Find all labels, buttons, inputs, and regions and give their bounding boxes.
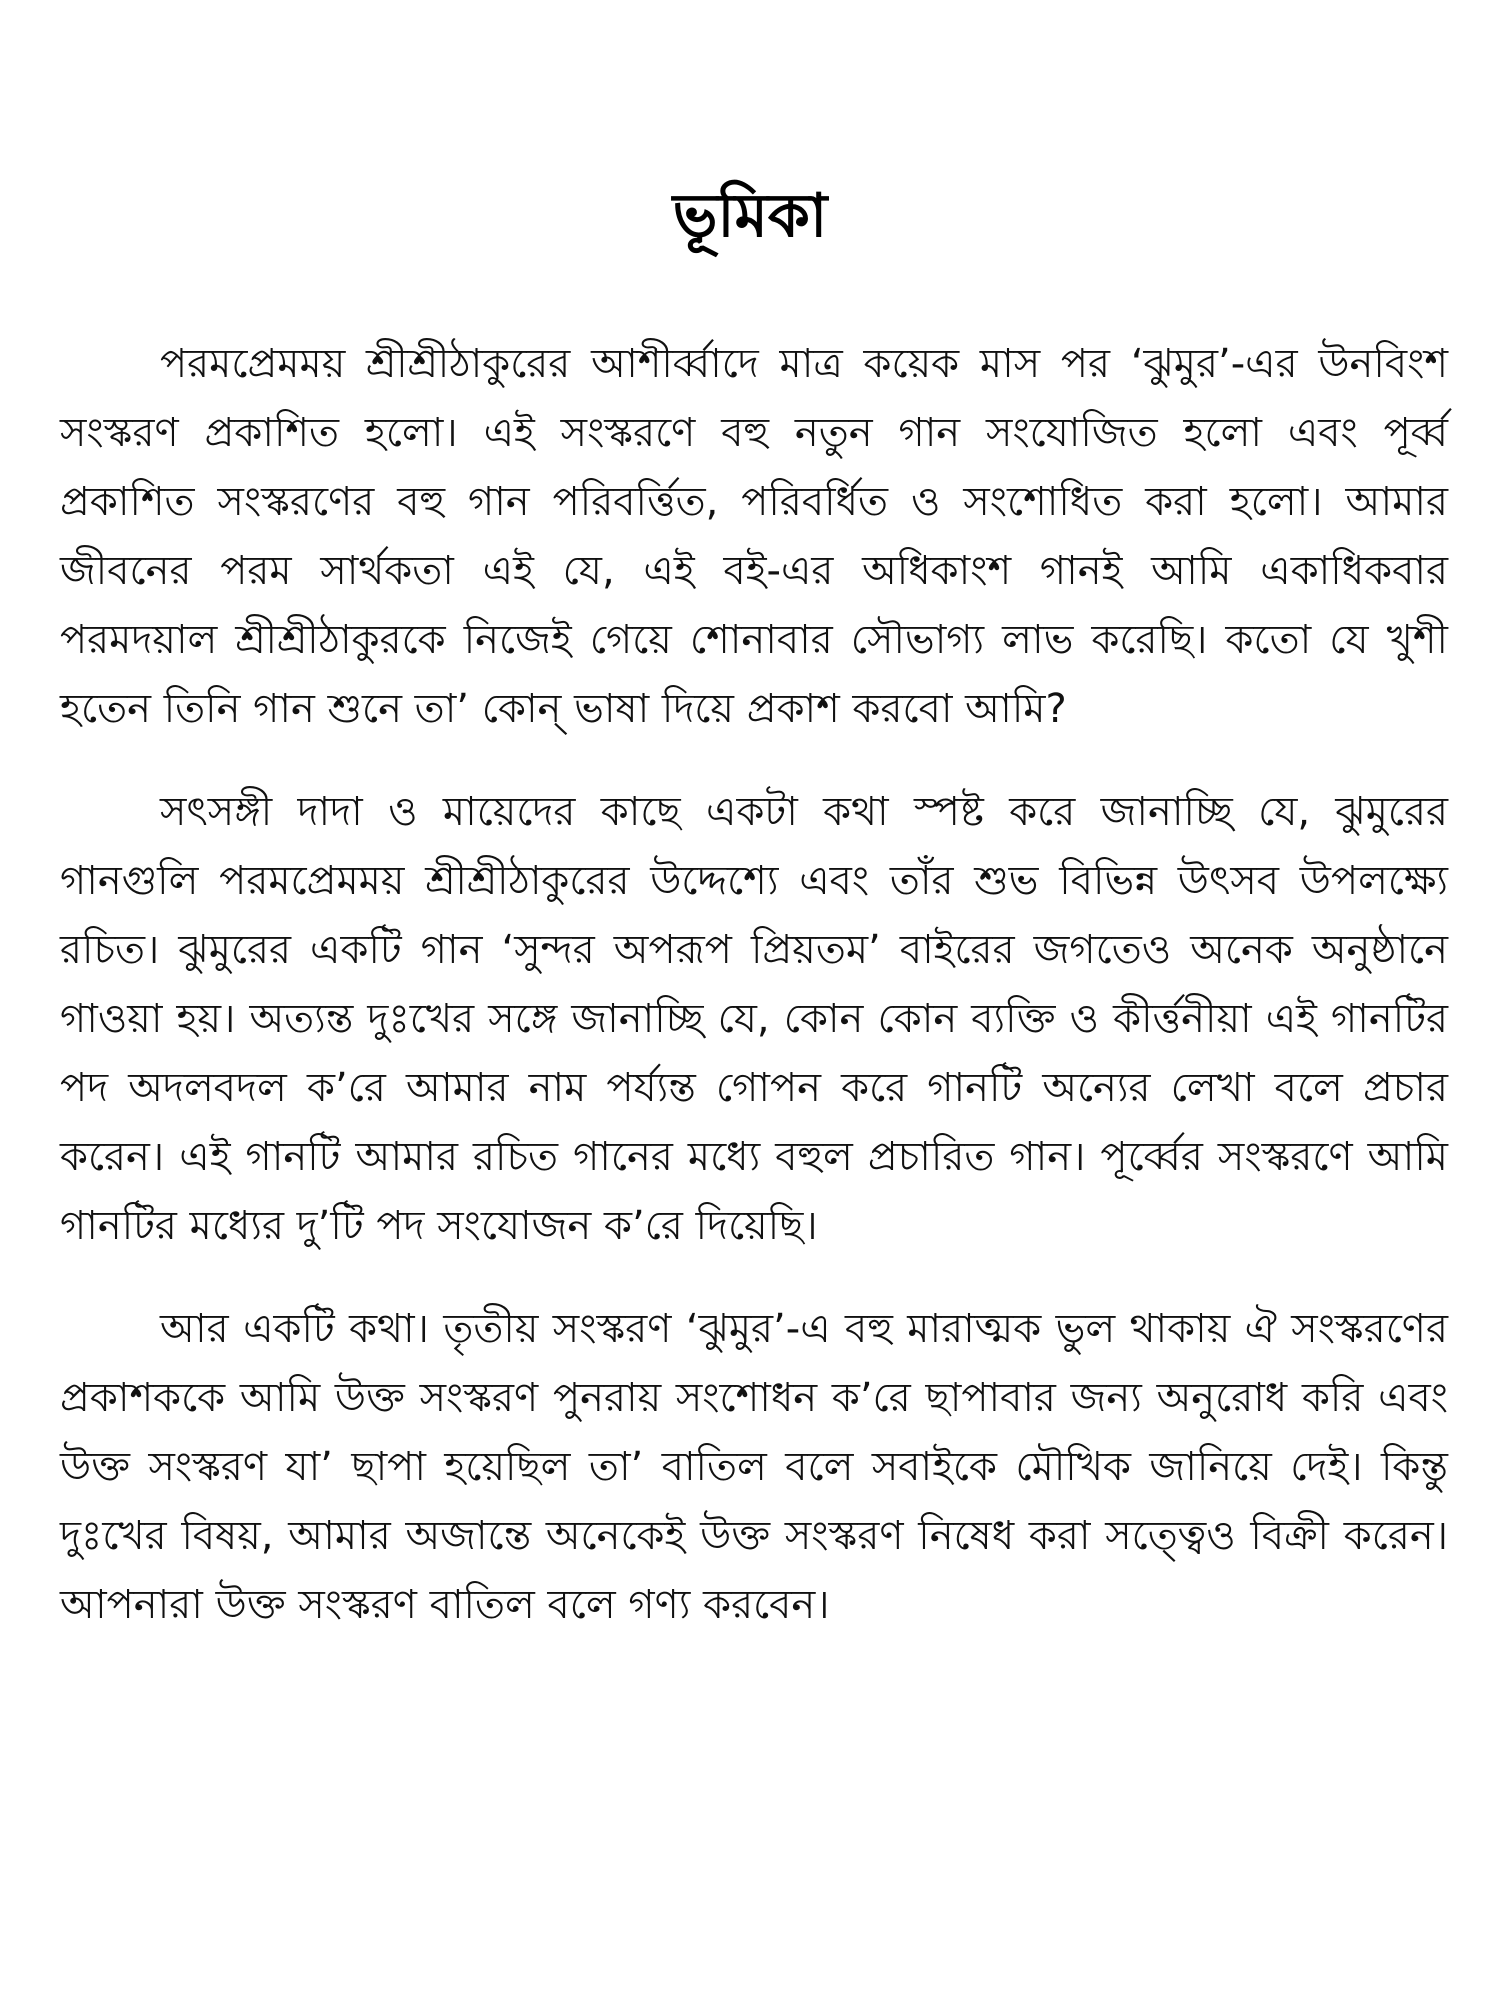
document-body	[60, 330, 1448, 1674]
paragraph-2: সৎসঙ্গী দাদা ও মায়েদের কাছে একটা কথা স্পষ্ট করে জানাচ্ছি যে, ঝুমুরের গানগুলি পরমপ্রেমময় শ্রীশ্রীঠাকুরের উদ্দেশ্যে এবং তাঁর শুভ বিভিন্ন উৎসব উপলক্ষ্যে রচিত। ঝুমুরের একটি গান ‘সুন্দর অপরূপ প্রিয়তম’ বাইরের জগতেও অনেক অনুষ্ঠানে গাওয়া হয়। অত্যন্ত দুঃখের সঙ্গে জানাচ্ছি যে, কোন কোন ব্যক্তি ও কীর্ত্তনীয়া এই গানটির পদ অদলবদল ক’রে আমার নাম পর্য্যন্ত গোপন করে গানটি অন্যের লেখা বলে প্রচার করেন। এই গানটি আমার রচিত গানের মধ্যে বহুল প্রচারিত গান। পূর্ব্বের সংস্করণে আমি গানটির মধ্যের দু’টি পদ সংযোজন ক’রে দিয়েছি।	[60, 789, 1448, 1249]
paragraph-1: পরমপ্রেমময় শ্রীশ্রীঠাকুরের আশীর্ব্বাদে মাত্র কয়েক মাস পর ‘ঝুমুর’-এর উনবিংশ সংস্করণ প্রকাশিত হলো। এই সংস্করণে বহু নতুন গান সংযোজিত হলো এবং পূর্ব্ব প্রকাশিত সংস্করণের বহু গান পরিবর্ত্তিত, পরিবর্ধিত ও সংশোধিত করা হলো। আমার জীবনের পরম সার্থকতা এই যে, এই বই-এর অধিকাংশ গানই আমি একাধিকবার পরমদয়াল শ্রীশ্রীঠাকুরকে নিজেই গেয়ে শোনাবার সৌভাগ্য লাভ করেছি। কতো যে খুশী হতেন তিনি গান শুনে তা’ কোন্ ভাষা দিয়ে প্রকাশ করবো আমি?	[60, 341, 1448, 732]
page-title: ভূমিকা	[672, 181, 828, 251]
paragraph-3: আর একটি কথা। তৃতীয় সংস্করণ ‘ঝুমুর’-এ বহু মারাত্মক ভুল থাকায় ঐ সংস্করণের প্রকাশককে আমি উক্ত সংস্করণ পুনরায় সংশোধন ক’রে ছাপাবার জন্য অনুরোধ করি এবং উক্ত সংস্করণ যা’ ছাপা হয়েছিল তা’ বাতিল বলে সবাইকে মৌখিক জানিয়ে দেই। কিন্তু দুঃখের বিষয়, আমার অজান্তে অনেকেই উক্ত সংস্করণ নিষেধ করা সত্ত্বেও বিক্রী করেন। আপনারা উক্ত সংস্করণ বাতিল বলে গণ্য করবেন।	[60, 1306, 1448, 1628]
